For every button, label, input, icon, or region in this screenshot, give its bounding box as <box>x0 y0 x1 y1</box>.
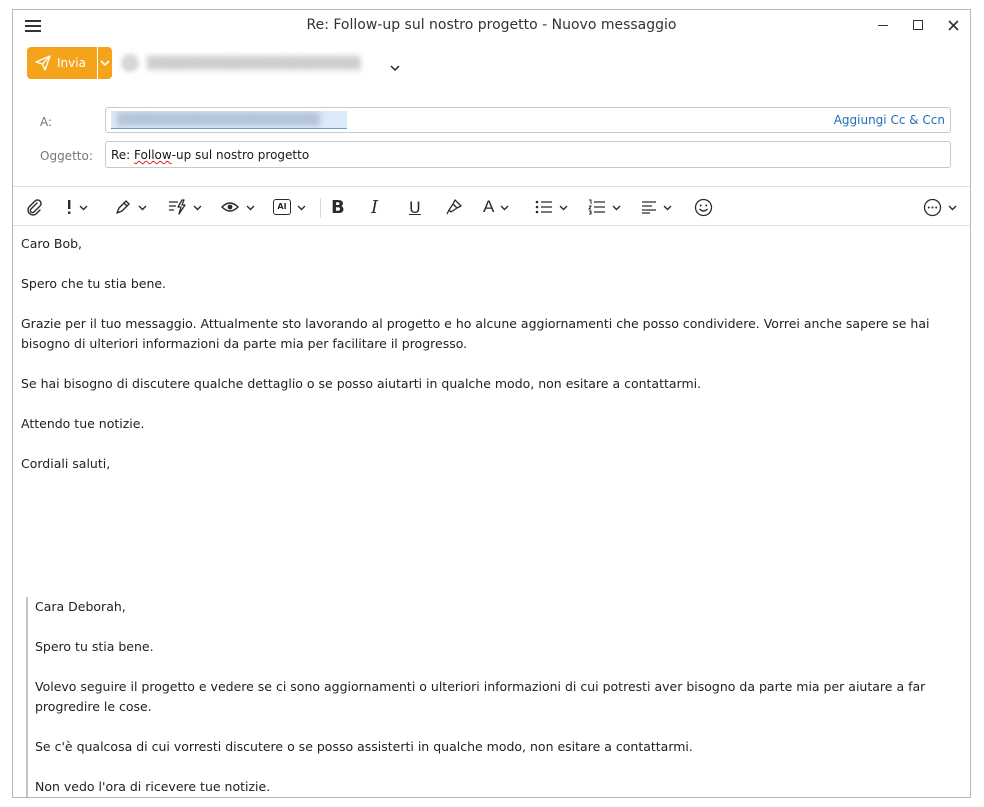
subject-label: Oggetto: <box>40 149 93 163</box>
more-options-button[interactable] <box>923 196 957 218</box>
from-account-selector[interactable] <box>121 53 361 73</box>
from-account-text: ▒▒▒▒▒▒▒▒▒▒▒▒▒▒▒▒▒▒▒▒▒▒ <box>147 56 362 70</box>
quick-steps-button[interactable] <box>167 196 202 218</box>
eye-icon <box>220 198 240 216</box>
numbered-list-button[interactable] <box>588 196 621 218</box>
title-bar <box>13 10 970 42</box>
chevron-down-icon <box>246 204 255 211</box>
quoted-paragraph: Cara Deborah, <box>35 599 126 614</box>
body-paragraph: Grazie per il tuo messaggio. Attualmente sto lavorando al progetto e ho alcune aggiornamenti che posso condividere. Vorrei anche sapere se hai bisogno di ulteriori informazioni da parte mia per facilitare il progresso. <box>21 316 930 351</box>
chevron-down-icon <box>79 204 88 211</box>
chevron-down-icon <box>390 64 400 72</box>
pen-icon <box>114 198 132 216</box>
maximize-icon <box>913 20 923 30</box>
body-paragraph: Attendo tue notizie. <box>21 416 145 431</box>
italic-button[interactable] <box>371 196 378 218</box>
send-icon <box>35 55 51 71</box>
chevron-down-icon <box>297 204 306 211</box>
subject-prefix: Re: <box>111 148 135 162</box>
header-divider <box>13 186 970 187</box>
font-color-button[interactable] <box>483 196 509 218</box>
close-button[interactable] <box>941 14 965 36</box>
more-icon <box>923 198 942 217</box>
numbered-list-icon <box>588 199 606 215</box>
from-dropdown-button[interactable] <box>390 57 400 76</box>
underline-button[interactable] <box>409 196 421 218</box>
recipient-chip[interactable] <box>111 111 347 129</box>
chevron-down-icon <box>500 204 509 211</box>
bullet-list-button[interactable] <box>535 196 568 218</box>
importance-button[interactable] <box>65 196 88 218</box>
quoted-paragraph: Volevo seguire il progetto e vedere se ci sono aggiornamenti o ulteriori informazioni di cui potresti aver bisogno da parte mia per aiutare a far progredire le cose. <box>35 679 926 714</box>
close-icon <box>948 20 959 31</box>
chevron-down-icon <box>138 204 147 211</box>
compose-window <box>12 9 971 798</box>
align-icon <box>641 200 657 214</box>
emoji-button[interactable] <box>694 196 713 218</box>
send-button[interactable] <box>27 47 97 79</box>
subject-misspelled-word: Follow <box>134 148 172 162</box>
send-options-button[interactable] <box>98 47 112 79</box>
chevron-down-icon <box>612 204 621 211</box>
bold-icon: B <box>331 196 345 218</box>
font-color-icon: A <box>483 197 495 216</box>
view-options-button[interactable] <box>220 196 255 218</box>
quoted-paragraph: Se c'è qualcosa di cui vorresti discutere o se posso assisterti in qualche modo, non esitare a contattarmi. <box>35 739 693 754</box>
body-paragraph: Spero che tu stia bene. <box>21 276 167 291</box>
send-label: Invia <box>57 56 86 70</box>
signature-button[interactable] <box>114 196 147 218</box>
window-title: Re: Follow-up sul nostro progetto - Nuovo messaggio <box>306 17 677 33</box>
emoji-icon <box>694 198 713 217</box>
chevron-down-icon <box>193 204 202 211</box>
paperclip-icon <box>25 198 43 216</box>
body-paragraph: Cordiali saluti, <box>21 456 111 471</box>
format-painter-button[interactable] <box>445 196 463 218</box>
minimize-icon <box>878 25 888 26</box>
minimize-button[interactable] <box>871 14 895 36</box>
add-cc-bcc-link[interactable]: Aggiungi Cc & Ccn <box>833 113 945 127</box>
format-toolbar <box>13 190 970 224</box>
bold-button[interactable] <box>331 196 345 218</box>
chevron-down-icon <box>663 204 672 211</box>
body-paragraph: Se hai bisogno di discutere qualche dettaglio o se posso aiutarti in qualche modo, non esitare a contattarmi. <box>21 376 702 391</box>
recipient-address: ▒▒▒▒▒▒▒▒▒▒▒▒▒▒▒▒▒▒▒▒▒▒ <box>117 112 321 126</box>
body-paragraph: Caro Bob, <box>21 236 83 251</box>
alt-text-icon: AI <box>273 199 291 215</box>
alt-text-button[interactable] <box>273 196 306 218</box>
quote-bar <box>26 597 28 798</box>
attach-button[interactable] <box>25 196 43 218</box>
tag-icon <box>167 198 187 216</box>
quoted-paragraph: Spero tu stia bene. <box>35 639 154 654</box>
to-label: A: <box>40 115 53 129</box>
chevron-down-icon <box>948 204 957 211</box>
message-body[interactable] <box>13 226 970 798</box>
to-field[interactable] <box>105 107 951 133</box>
subject-field[interactable] <box>105 141 951 168</box>
toolbar-divider <box>320 198 321 218</box>
align-button[interactable] <box>641 196 672 218</box>
bullet-list-icon <box>535 199 553 215</box>
underline-icon: U <box>409 197 421 217</box>
italic-icon: I <box>371 196 379 218</box>
format-painter-icon <box>445 198 463 216</box>
quoted-paragraph: Non vedo l'ora di ricevere tue notizie. <box>35 779 271 794</box>
maximize-button[interactable] <box>906 14 930 36</box>
avatar <box>121 54 139 72</box>
chevron-down-icon <box>100 59 110 67</box>
importance-icon <box>65 198 73 216</box>
chevron-down-icon <box>559 204 568 211</box>
subject-rest: -up sul nostro progetto <box>171 148 310 162</box>
